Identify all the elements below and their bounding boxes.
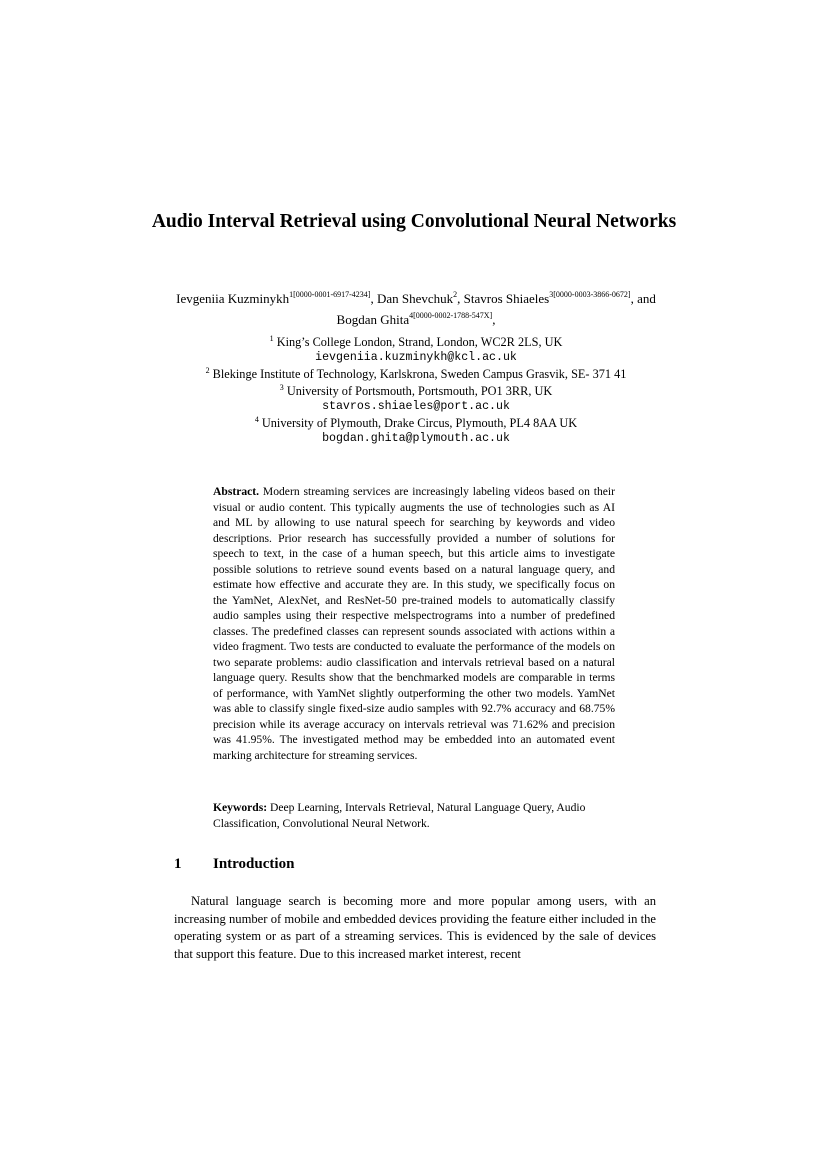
affiliation-4: $^4$ University of Plymouth, Drake Circus, Plymouth, PL4 8AA UK	[254, 415, 578, 431]
author-name: Stavros Shiaeles	[463, 291, 550, 306]
section-title: Introduction	[213, 856, 295, 872]
author-name: Bogdan Ghita	[336, 312, 410, 327]
abstract	[213, 484, 615, 763]
section-heading	[174, 856, 294, 873]
affiliation-3: $^3$ University of Portsmouth, Portsmouth, PO1 3RR, UK	[279, 382, 553, 398]
author-orcid: 3[0000-0003-3866-0672]	[549, 290, 631, 299]
author-orcid: 2	[453, 290, 458, 299]
email-1[interactable]: ievgeniia.kuzminykh@kcl.ac.uk	[315, 351, 517, 365]
author-separator: , and	[630, 291, 656, 306]
section-paragraph: Natural language search is becoming more and more popular among users, with an increasing number of mobile and embedded devices providing the feature either included in the operating system or as part of a streaming services. This is evidenced by the sale of devices that support this feature. Due to this increased market interest, recent	[174, 894, 656, 961]
author-name: Dan Shevchuk	[376, 291, 454, 306]
author-separator: ,	[492, 312, 496, 327]
paper-title: Audio Interval Retrieval using Convolutional Neural Networks	[151, 211, 677, 232]
section-number: 1	[174, 856, 182, 872]
affiliation-1: $^1$ King’s College London, Strand, London, WC2R 2LS, UK	[269, 334, 563, 349]
author-name: Ievgeniia Kuzminykh	[176, 291, 290, 306]
affiliation-list	[174, 334, 658, 447]
abstract-label: Abstract.	[213, 485, 260, 498]
keywords	[213, 800, 615, 831]
author-orcid: 1[0000-0001-6917-4234]	[289, 290, 371, 299]
email-4[interactable]: bogdan.ghita@plymouth.ac.uk	[322, 432, 510, 446]
keywords-text: Deep Learning, Intervals Retrieval, Natural Language Query, Audio Classification, Convolutional Neural Network.	[213, 801, 586, 830]
affiliation-2: $^2$ Blekinge Institute of Technology, Karlskrona, Sweden Campus Grasvik, SE- 371 41	[205, 366, 627, 382]
author-orcid: 4[0000-0002-1788-547X]	[409, 311, 493, 320]
keywords-label: Keywords:	[213, 801, 268, 814]
email-3[interactable]: stavros.shiaeles@port.ac.uk	[322, 399, 510, 413]
abstract-text: Modern streaming services are increasingly labeling videos based on their visual or audio content. This typically augments the use of technologies such as AI and ML by allowing to use natural speech for searching by keywords and video descriptions. Prior research has successfully provided a number of solutions for speech to text, in the case of a human speech, but this article aims to investigate possible solutions to retrieve sound events based on a natural language query, and estimate how effective and accurate they are. In this study, we specifically focus on the YamNet, AlexNet, and ResNet-50 pre-trained models to automatically classify audio samples using their respective melspectrograms into a number of predefined classes. The predefined classes can represent sounds associated with actions within a video fragment. Two tests are conducted to evaluate the performance of the models on two separate problems: audio classification and intervals retrieval based on a natural language query. Results show that the benchmarked models are comparable in terms of performance, with YamNet slightly outperforming the other two models. YamNet was able to classify single fixed-size audio samples with 92.7% accuracy and 68.75% precision while its average accuracy on intervals retrieval was 71.62% and precision was 41.95%. The investigated method may be embedded into an automated event marking architecture for streaming services.	[213, 485, 615, 762]
author-separator: ,	[457, 291, 464, 306]
author-list	[174, 288, 658, 330]
author-separator: ,	[370, 291, 377, 306]
